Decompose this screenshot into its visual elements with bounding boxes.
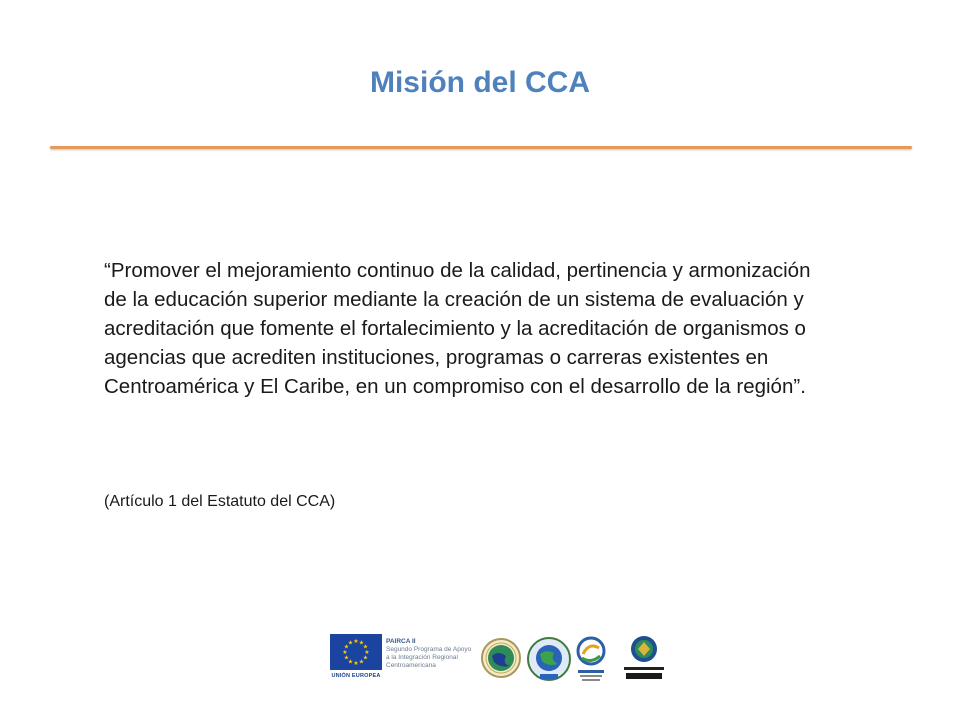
svg-text:★: ★ bbox=[343, 643, 350, 651]
quote-source: (Artículo 1 del Estatuto del CCA) bbox=[104, 493, 336, 510]
pairca-title: PAIRCA II bbox=[386, 638, 416, 645]
mission-quote: “Promover el mejoramiento continuo de la calidad, pertinencia y armonización de la educación superior mediante la creación de un sistema de evaluación y acreditación que fomente el fortalecimiento y la acreditación de organismos o agencias que acrediten instituciones, programas o carreras existentes en Centroamérica y El Caribe, en un compromiso con el desarrollo de la región”. bbox=[104, 259, 811, 398]
svg-text:★: ★ bbox=[347, 658, 354, 666]
svg-text:★: ★ bbox=[347, 639, 354, 647]
csuca-seal-icon bbox=[480, 634, 522, 682]
csuca-globe-icon bbox=[526, 634, 572, 684]
pairca-text bbox=[386, 638, 478, 670]
pairca-line: a la Integración Regional bbox=[386, 654, 458, 661]
eu-flag-icon bbox=[330, 634, 382, 670]
title-divider bbox=[50, 146, 912, 149]
ucr-seal-icon bbox=[622, 634, 666, 684]
pairca-line: Segundo Programa de Apoyo bbox=[386, 646, 472, 653]
svg-text:★: ★ bbox=[362, 654, 369, 662]
eu-caption: UNIÓN EUROPEA bbox=[331, 673, 381, 679]
svg-text:★: ★ bbox=[358, 658, 365, 666]
svg-text:★: ★ bbox=[353, 638, 359, 645]
pairca-line: Centroamericana bbox=[386, 662, 436, 669]
cecc-sica-icon bbox=[574, 634, 608, 684]
svg-text:★: ★ bbox=[362, 643, 369, 651]
svg-text:★: ★ bbox=[358, 639, 365, 647]
svg-text:★: ★ bbox=[353, 660, 359, 667]
footer-logos bbox=[330, 632, 670, 684]
svg-text:★: ★ bbox=[342, 649, 348, 656]
svg-text:★: ★ bbox=[343, 654, 350, 662]
page-title: Misión del CCA bbox=[369, 66, 590, 99]
svg-text:★: ★ bbox=[364, 649, 370, 656]
